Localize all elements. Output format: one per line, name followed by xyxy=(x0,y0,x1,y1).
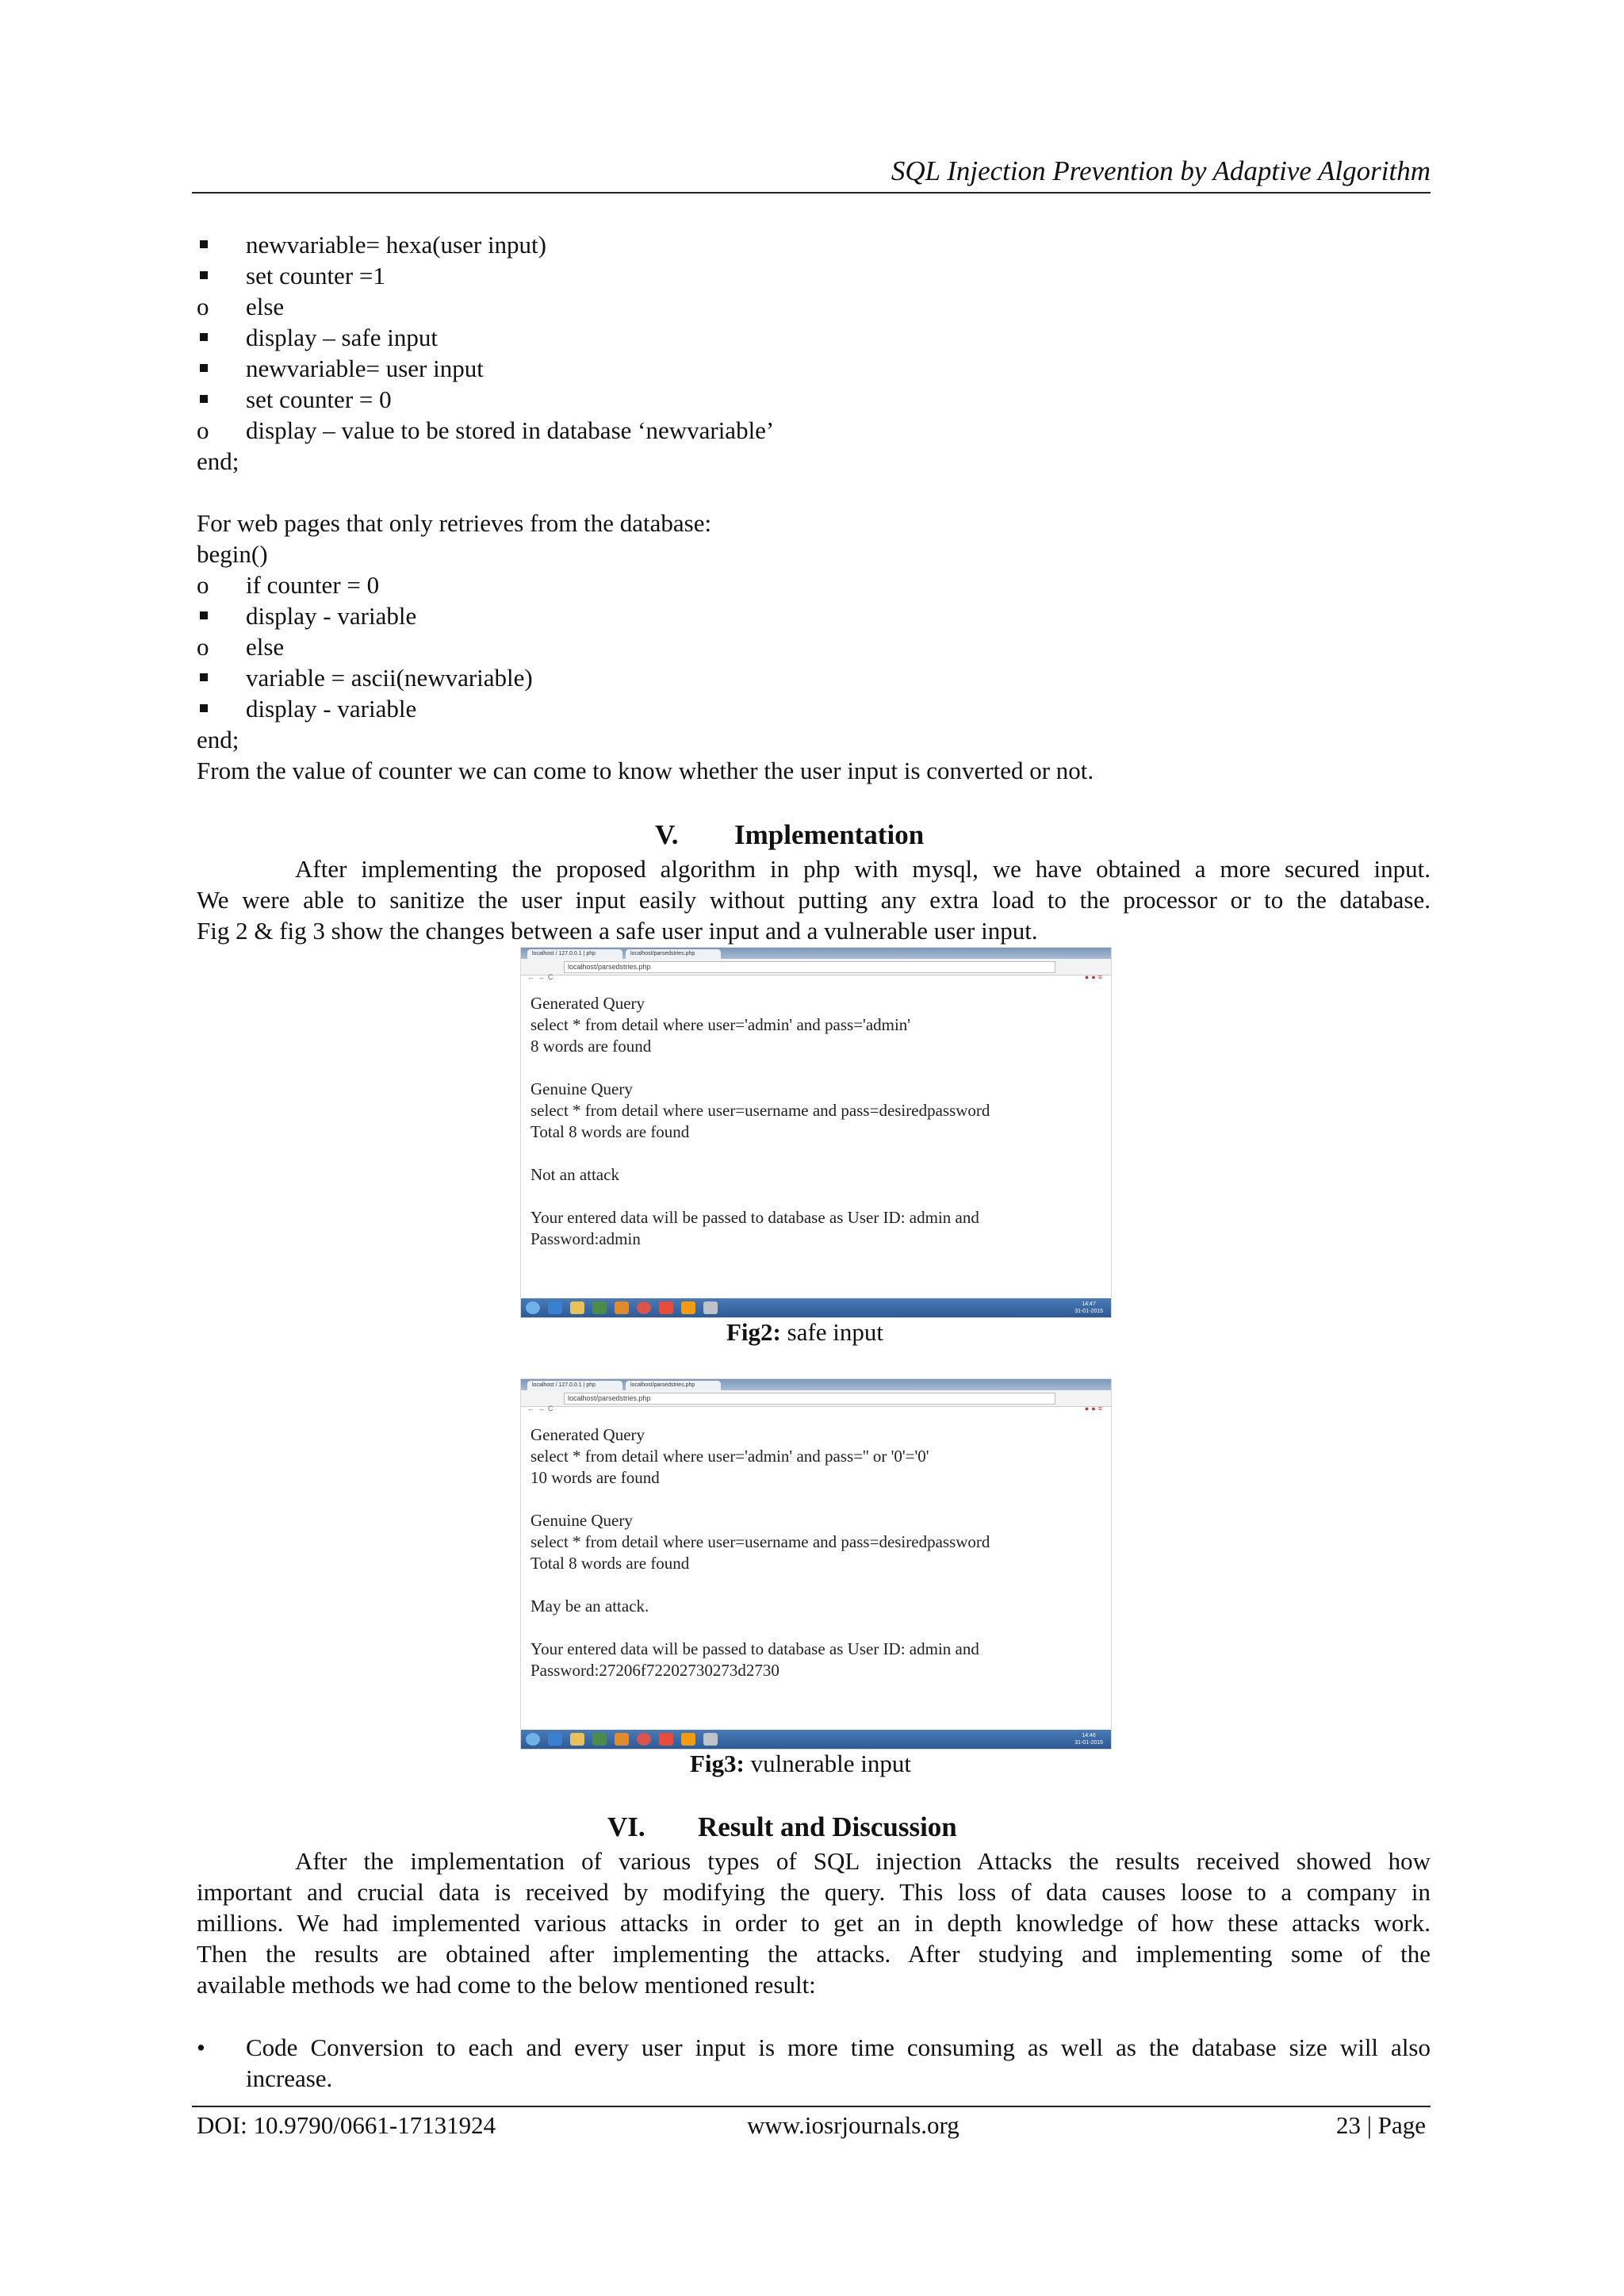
folder-icon xyxy=(570,1301,584,1314)
figure-caption xyxy=(726,1317,883,1347)
bullet-line: increase. xyxy=(246,2064,333,2092)
blank-line xyxy=(530,1574,1101,1596)
taskbar-clock xyxy=(1074,1301,1103,1315)
header-rule xyxy=(192,192,1431,194)
windows-taskbar xyxy=(521,1730,1111,1749)
footer-page-number: 23 | Page xyxy=(1336,2111,1426,2139)
algorithm-step: variable = ascii(newvariable) xyxy=(246,664,533,692)
algorithm-step: display - variable xyxy=(246,695,417,723)
browser-tab: localhost / 127.0.0.1 | php xyxy=(527,1381,622,1390)
algorithm-step: else xyxy=(246,293,285,320)
square-bullet-icon xyxy=(200,395,208,403)
figure-caption xyxy=(690,1748,911,1779)
blank-line xyxy=(530,1186,1101,1207)
square-bullet-icon xyxy=(200,611,208,619)
start-icon xyxy=(526,1301,540,1314)
browser-address-bar xyxy=(521,1390,1111,1412)
blank-line xyxy=(530,1143,1101,1164)
clock-time: 14:47 xyxy=(1082,1301,1096,1307)
figure-text-line: Password:27206f72202730273d2730 xyxy=(530,1661,779,1680)
paragraph-line: After the implementation of various types of SQL injection Attacks the results received showed how xyxy=(295,1847,1431,1875)
figure-text-line: Genuine Query xyxy=(530,1079,633,1098)
figure-safe-input-screenshot xyxy=(520,947,1112,1318)
paragraph-line: After implementing the proposed algorithm in php with mysql, we have obtained a more secured input. xyxy=(295,855,1431,883)
square-bullet-icon xyxy=(200,704,208,712)
algorithm-step: newvariable= user input xyxy=(246,355,484,382)
paragraph-line: Fig 2 & fig 3 show the changes between a safe user input and a vulnerable user input. xyxy=(197,917,1038,945)
footer-doi: DOI: 10.9790/0661-17131924 xyxy=(197,2111,496,2139)
blank-line xyxy=(530,1489,1101,1510)
browser-tools-icons: ●●≡ xyxy=(1084,973,1105,981)
xampp-icon xyxy=(681,1733,695,1746)
figure-text-line: Total 8 words are found xyxy=(530,1122,690,1141)
figure-text-line: 10 words are found xyxy=(530,1468,660,1487)
algorithm-step: display - variable xyxy=(246,602,417,630)
footer-website: www.iosrjournals.org xyxy=(747,2111,959,2139)
browser-nav-icons: ←→C xyxy=(527,973,557,981)
browser-tools-icons: ●●≡ xyxy=(1084,1405,1105,1412)
media-icon xyxy=(592,1733,607,1746)
paint-icon xyxy=(703,1733,718,1746)
paint-icon xyxy=(703,1301,718,1314)
figure-text-line: Not an attack xyxy=(530,1165,619,1184)
blank-line xyxy=(530,1057,1101,1079)
algorithm-end: end; xyxy=(197,447,239,475)
clock-date: 31-01-2015 xyxy=(1074,1740,1103,1746)
browser-tab: localhost / 127.0.0.1 | php xyxy=(527,949,622,959)
windows-taskbar xyxy=(521,1298,1111,1317)
algorithm-step: set counter = 0 xyxy=(246,385,392,413)
figure-page-content xyxy=(521,976,1111,1250)
figure-text-line: Your entered data will be passed to database as User ID: admin and xyxy=(530,1639,979,1658)
chrome-icon xyxy=(637,1733,651,1746)
section-title: Result and Discussion xyxy=(698,1811,957,1842)
figure-vulnerable-input-screenshot xyxy=(520,1378,1112,1750)
xampp-icon xyxy=(681,1301,695,1314)
figure-text-line: 8 words are found xyxy=(530,1037,652,1056)
ie-icon xyxy=(548,1733,562,1746)
paragraph-line: important and crucial data is received by modifying the query. This loss of data causes loose to a company in xyxy=(197,1878,1431,1906)
chrome-icon xyxy=(637,1301,651,1314)
figure-text-line: Generated Query xyxy=(530,994,645,1013)
media-icon xyxy=(592,1301,607,1314)
square-bullet-icon xyxy=(200,271,208,279)
circle-bullet-icon: o xyxy=(197,416,209,444)
firefox-icon xyxy=(615,1733,629,1746)
browser-tab-bar xyxy=(521,948,1111,959)
figure-text-line: select * from detail where user='admin' and pass='admin' xyxy=(530,1015,911,1034)
figure-page-content xyxy=(521,1407,1111,1681)
square-bullet-icon xyxy=(200,364,208,372)
clock-date: 31-01-2015 xyxy=(1074,1309,1103,1314)
square-bullet-icon xyxy=(200,333,208,341)
app-icon xyxy=(659,1733,673,1746)
app-icon xyxy=(659,1301,673,1314)
blank-line xyxy=(530,1617,1101,1639)
circle-bullet-icon: o xyxy=(197,571,209,599)
browser-url: localhost/parsedstries.php xyxy=(564,1393,1055,1405)
figure-text-line: select * from detail where user=username and pass=desiredpassword xyxy=(530,1532,990,1551)
bullet-line: Code Conversion to each and every user input is more time consuming as well as the database size will also xyxy=(246,2033,1431,2061)
figure-text-line: May be an attack. xyxy=(530,1596,649,1616)
clock-time: 14:46 xyxy=(1082,1733,1096,1738)
caption-text: safe input xyxy=(780,1318,884,1346)
figure-text-line: Your entered data will be passed to database as User ID: admin and xyxy=(530,1208,979,1227)
start-icon xyxy=(526,1733,540,1746)
taskbar-clock xyxy=(1074,1732,1103,1746)
algorithm-step: if counter = 0 xyxy=(246,571,380,599)
section-title: Implementation xyxy=(734,819,925,850)
retrieve-intro: For web pages that only retrieves from the database: xyxy=(197,509,712,537)
section-number: VI. xyxy=(607,1811,645,1842)
bullet-dot-icon: • xyxy=(197,2033,205,2061)
running-title: SQL Injection Prevention by Adaptive Algorithm xyxy=(891,155,1431,186)
figure-text-line: Generated Query xyxy=(530,1425,645,1444)
paragraph-line: millions. We had implemented various attacks in order to get an in depth knowledge of how these attacks work. xyxy=(197,1909,1431,1937)
caption-label: Fig2: xyxy=(726,1318,781,1346)
paragraph-line: We were able to sanitize the user input easily without putting any extra load to the processor or to the database. xyxy=(197,886,1431,914)
footer-rule xyxy=(192,2106,1431,2107)
browser-address-bar xyxy=(521,959,1111,981)
figure-text-line: select * from detail where user='admin' and pass='' or '0'='0' xyxy=(530,1447,929,1466)
browser-tab: localhost/parsedstries.php xyxy=(626,949,721,959)
paragraph-line: available methods we had come to the below mentioned result: xyxy=(197,1971,816,1999)
section-number: V. xyxy=(655,819,679,850)
square-bullet-icon xyxy=(200,240,208,248)
caption-text: vulnerable input xyxy=(744,1750,911,1777)
caption-label: Fig3: xyxy=(690,1750,745,1777)
browser-url: localhost/parsedstries.php xyxy=(564,961,1055,973)
paragraph-line: Then the results are obtained after implementing the attacks. After studying and implementing some of the xyxy=(197,1940,1431,1968)
figure-text-line: Password:admin xyxy=(530,1229,641,1248)
algorithm-end-2: end; xyxy=(197,726,239,753)
firefox-icon xyxy=(615,1301,629,1314)
browser-nav-icons: ←→C xyxy=(527,1405,557,1412)
algorithm-step: display – safe input xyxy=(246,324,438,351)
figure-text-line: Genuine Query xyxy=(530,1511,633,1530)
ie-icon xyxy=(548,1301,562,1314)
circle-bullet-icon: o xyxy=(197,293,209,320)
figure-text-line: Total 8 words are found xyxy=(530,1554,690,1573)
algorithm-step: else xyxy=(246,633,285,661)
algorithm-step: set counter =1 xyxy=(246,262,385,289)
browser-tab-bar xyxy=(521,1379,1111,1390)
circle-bullet-icon: o xyxy=(197,633,209,661)
figure-text-line: select * from detail where user=username and pass=desiredpassword xyxy=(530,1101,990,1120)
counter-note: From the value of counter we can come to know whether the user input is converted or not. xyxy=(197,757,1094,784)
square-bullet-icon xyxy=(200,673,208,681)
browser-tab: localhost/parsedstries.php xyxy=(626,1381,721,1390)
algorithm-step: display – value to be stored in database ‘newvariable’ xyxy=(246,416,775,444)
folder-icon xyxy=(570,1733,584,1746)
retrieve-begin: begin() xyxy=(197,540,268,568)
algorithm-step: newvariable= hexa(user input) xyxy=(246,231,546,259)
